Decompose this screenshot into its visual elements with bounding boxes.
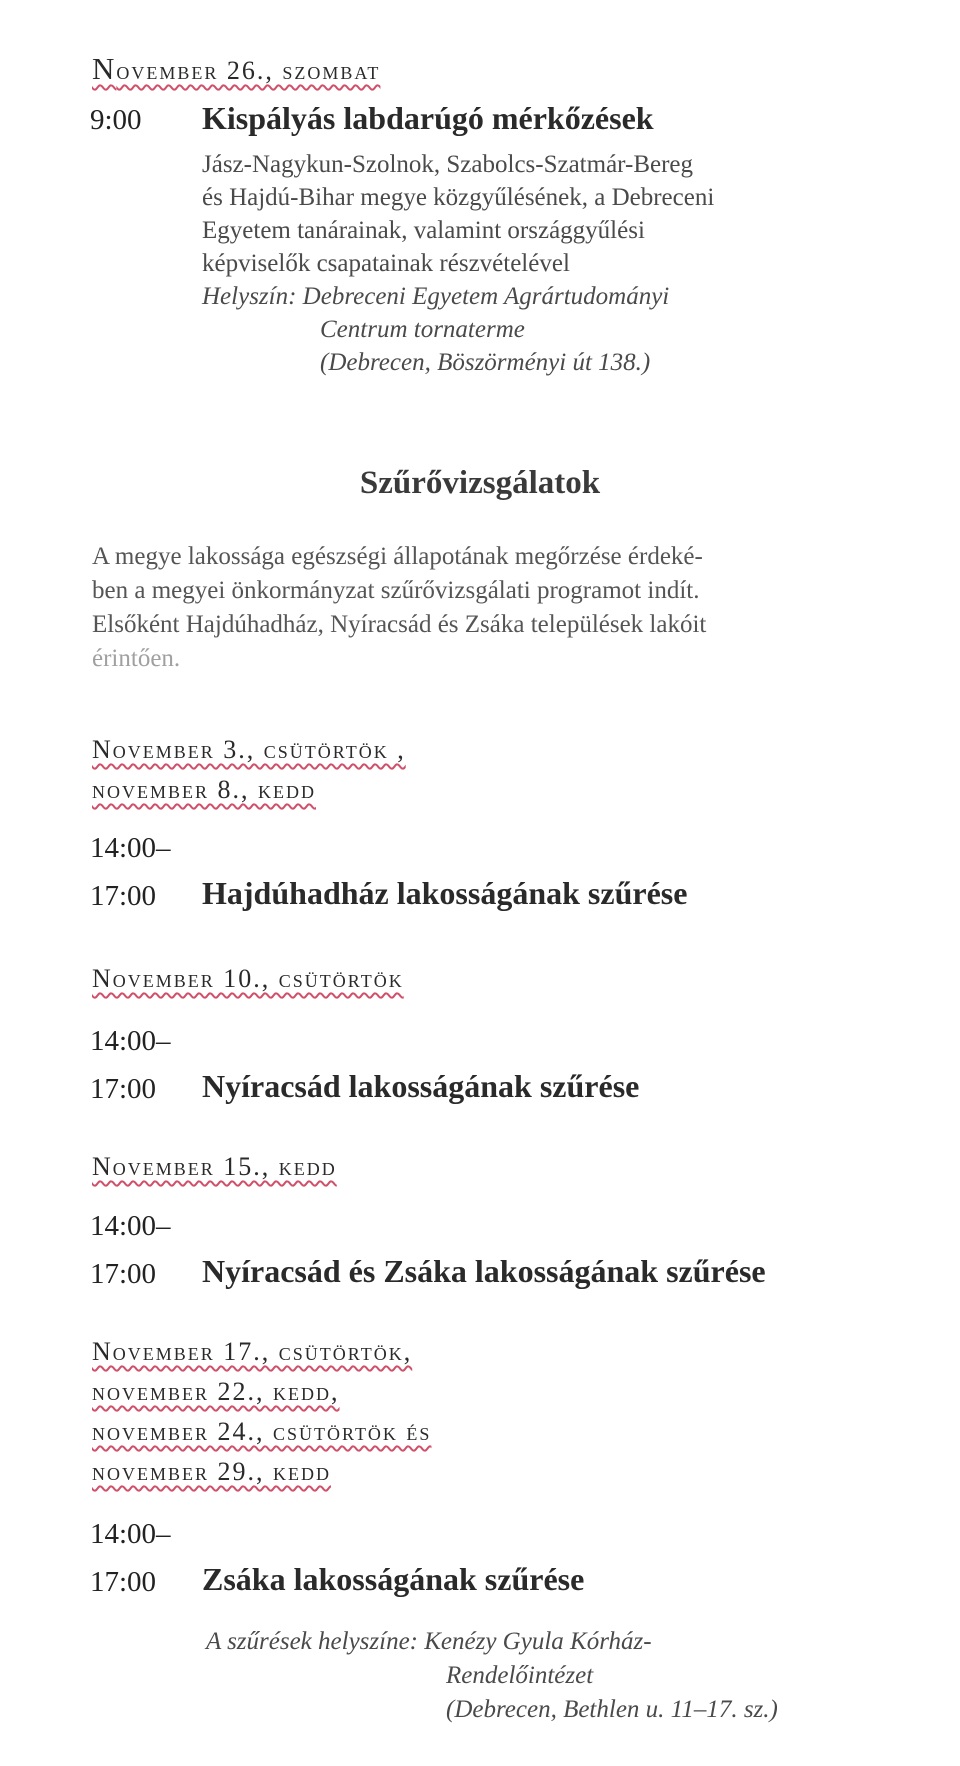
note-line: (Debrecen, Bethlen u. 11–17. sz.)	[446, 1696, 778, 1723]
intro-line: Elsőként Hajdúhadház, Nyíracsád és Zsáka települések lakóit	[92, 611, 707, 638]
time-start: 14:00–	[90, 1210, 171, 1242]
note-line: A szűrések helyszíne: Kenézy Gyula Kórház-	[206, 1628, 652, 1655]
location-line: Helyszín: Debreceni Egyetem Agrártudományi	[202, 283, 670, 310]
desc-line: és Hajdú-Bihar megye közgyűlésének, a Debreceni	[202, 184, 715, 211]
screening-title: Zsáka lakosságának szűrése	[202, 1561, 585, 1597]
event-title: Kispályás labdarúgó mérkőzések	[202, 100, 654, 136]
date-header: November 10., csütörtök	[92, 964, 404, 993]
section-title: Szűrővizsgálatok	[359, 465, 601, 501]
event-description	[202, 148, 842, 379]
event-time: 9:00	[90, 104, 142, 136]
location-note	[206, 1625, 778, 1727]
date-header: November 3., csütörtök , november 8., kedd	[92, 735, 406, 804]
intro-line: érintően.	[92, 645, 181, 672]
time-start: 14:00–	[90, 1518, 171, 1550]
intro-line: A megye lakossága egészségi állapotának megőrzése érdeké-	[92, 543, 703, 570]
screening-title: Hajdúhadház lakosságának szűrése	[202, 875, 688, 911]
intro-line: ben a megyei önkormányzat szűrővizsgálati programot indít.	[92, 577, 700, 604]
desc-line: Egyetem tanárainak, valamint országgyűlési	[202, 217, 645, 244]
location-line: Centrum tornaterme	[320, 316, 525, 343]
screening-title: Nyíracsád és Zsáka lakosságának szűrése	[202, 1253, 766, 1289]
location-line: (Debrecen, Böszörményi út 138.)	[320, 349, 651, 376]
screening-title: Nyíracsád lakosságának szűrése	[202, 1068, 640, 1104]
time-start: 14:00–	[90, 1025, 171, 1057]
time-end: 17:00	[90, 1073, 157, 1105]
time-end: 17:00	[90, 1258, 157, 1290]
desc-line: Jász-Nagykun-Szolnok, Szabolcs-Szatmár-Bereg	[202, 151, 694, 178]
time-start: 14:00–	[90, 832, 171, 864]
date-header-nov26: November 26., szombat	[92, 51, 381, 86]
desc-line: képviselők csapatainak részvételével	[202, 250, 570, 277]
date-header: November 15., kedd	[92, 1152, 337, 1181]
time-end: 17:00	[90, 880, 157, 912]
time-end: 17:00	[90, 1566, 157, 1598]
date-header: November 17., csütörtök, november 22., kedd, november 24., csütörtök és november 29., kedd	[92, 1337, 432, 1486]
note-line: Rendelőintézet	[446, 1662, 594, 1689]
section-intro	[92, 540, 844, 676]
